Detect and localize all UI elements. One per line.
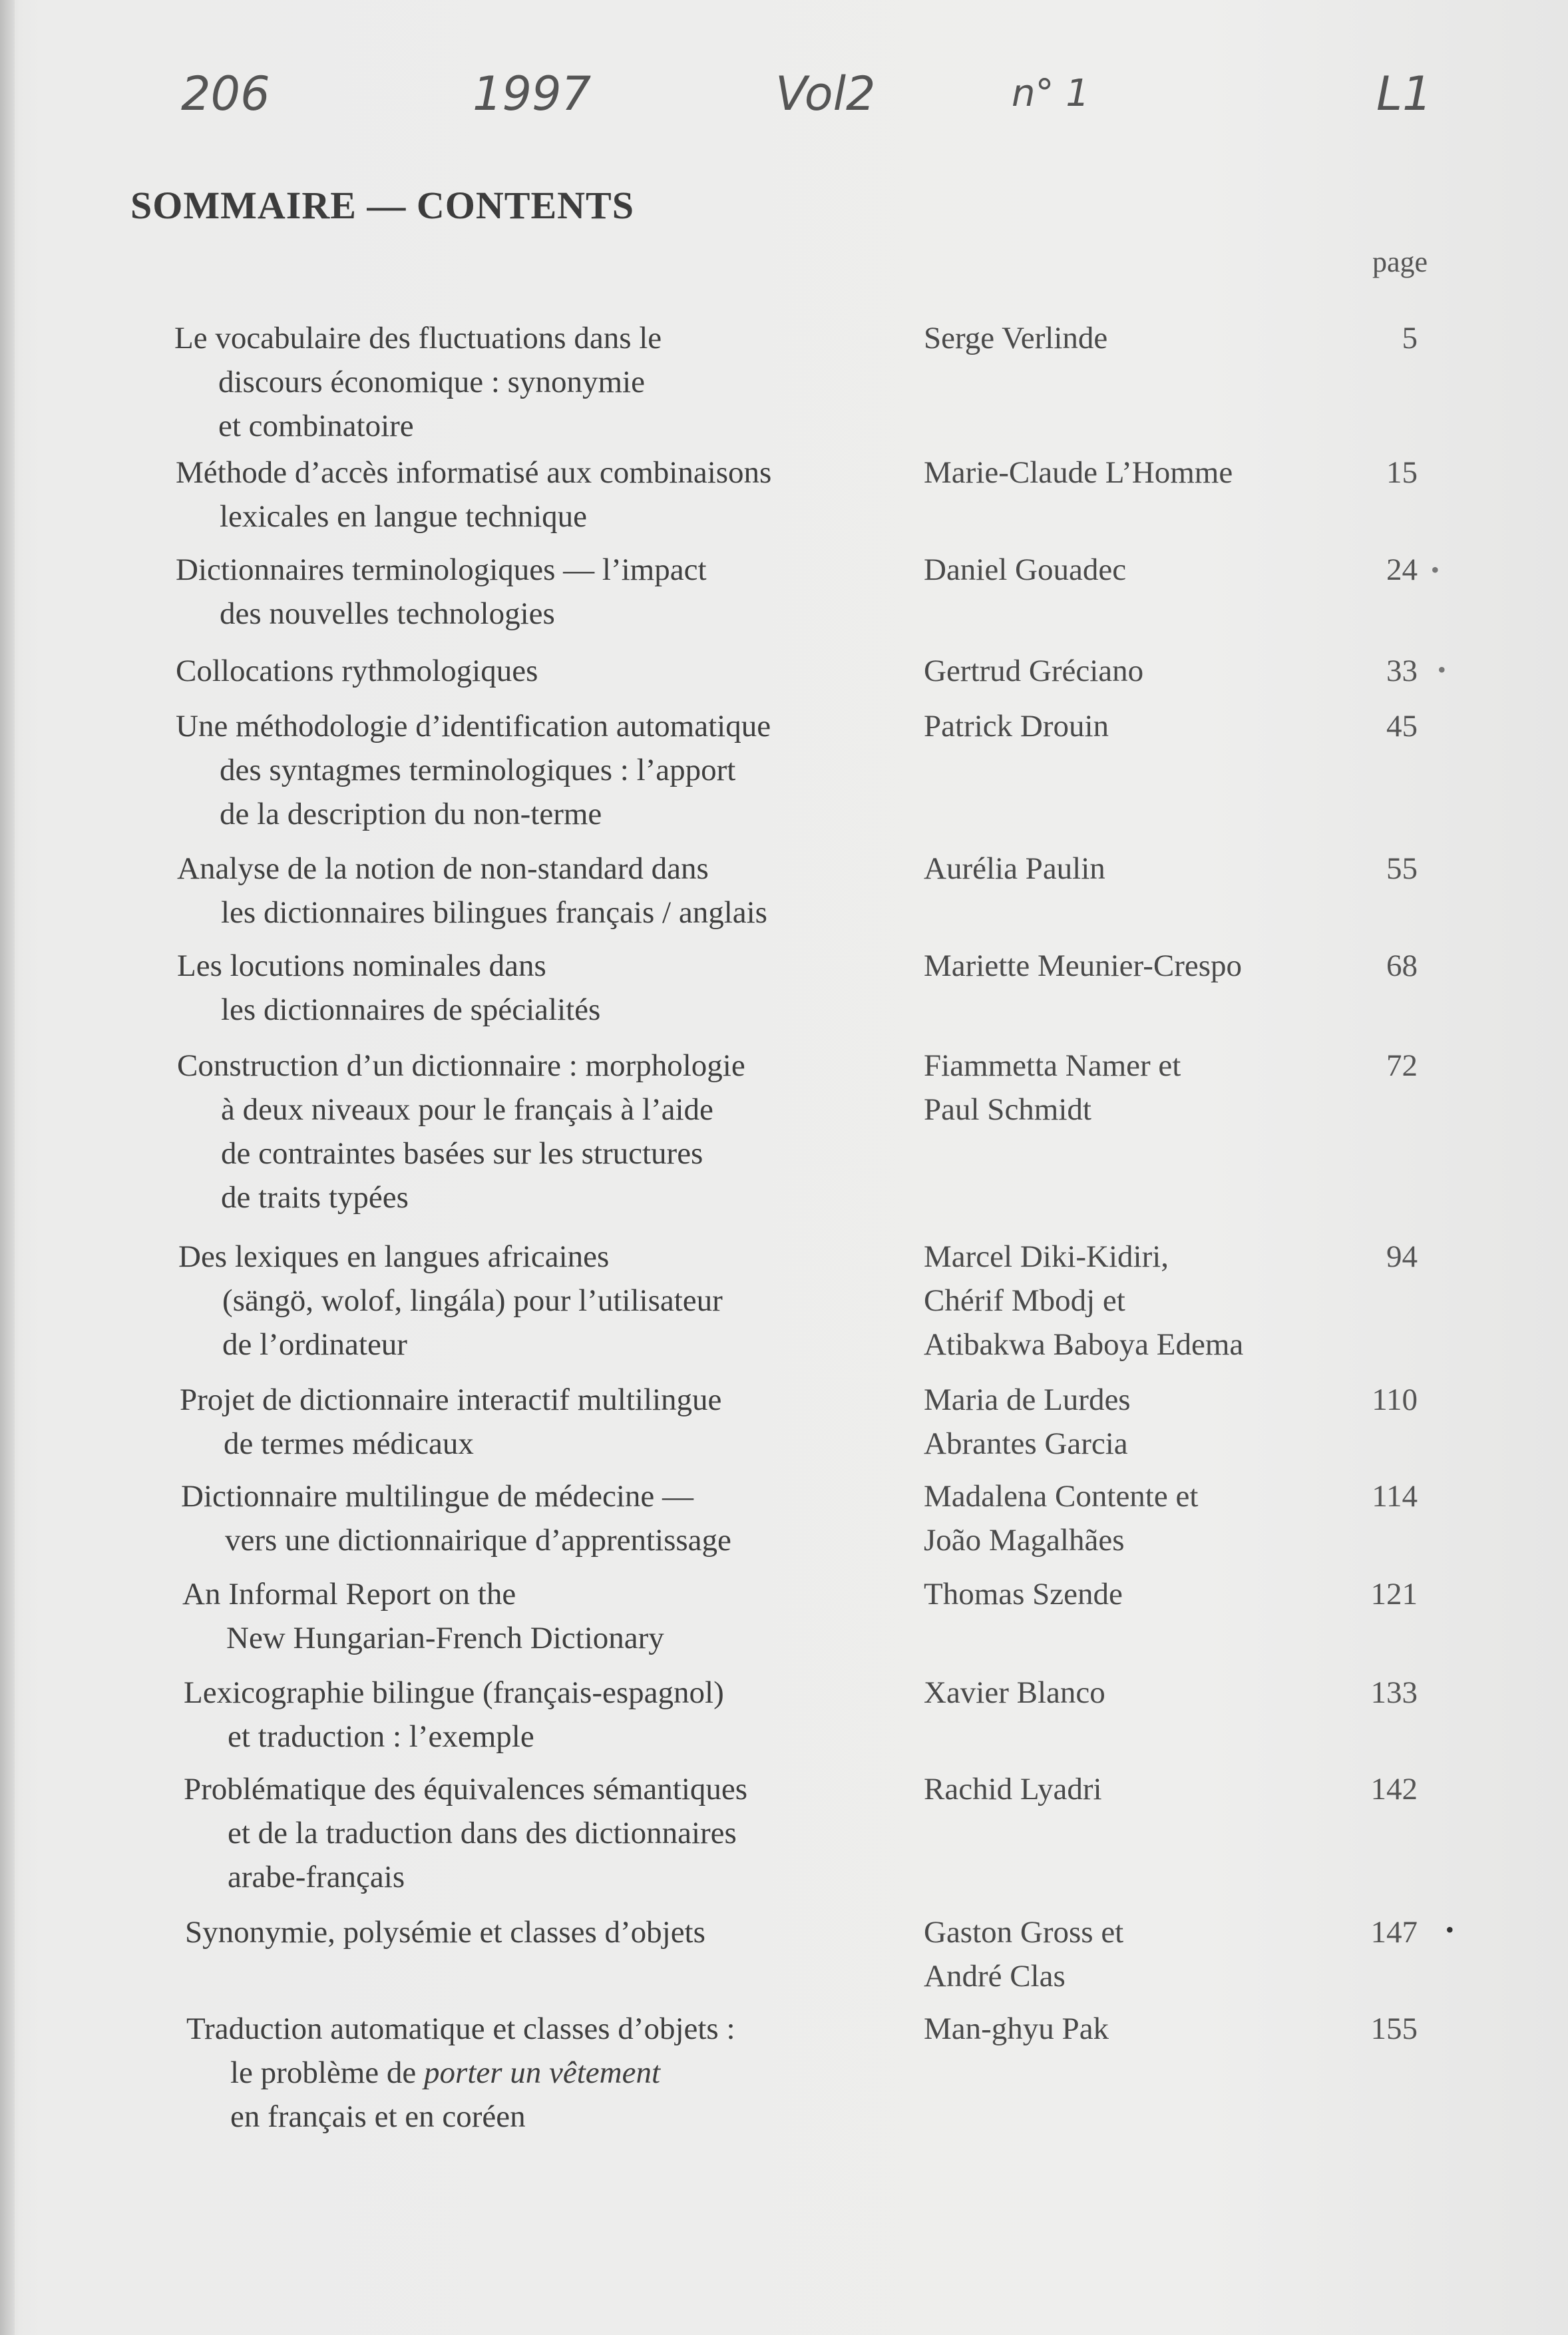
- handwritten-code: L1: [1376, 67, 1432, 121]
- toc-entry-page: 142: [1370, 1772, 1418, 1806]
- toc-entry-page: 147: [1370, 1915, 1418, 1950]
- title-line-italic: le problème de porter un vêtement: [230, 2055, 661, 2090]
- toc-entry-page: 15: [1386, 455, 1418, 490]
- toc-entry-author: Gertrud Gréciano: [924, 654, 1144, 688]
- title-line: les dictionnaires de spécialités: [221, 992, 601, 1027]
- margin-dot-mark: •: [1446, 1916, 1454, 1943]
- title-line: de termes médicaux: [224, 1426, 474, 1461]
- title-line: Projet de dictionnaire interactif multilingue: [180, 1382, 722, 1417]
- title-line: Traduction automatique et classes d’objets :: [186, 2012, 735, 2046]
- toc-entry-title: [176, 649, 538, 693]
- title-line: Méthode d’accès informatisé aux combinaisons: [176, 455, 772, 490]
- toc-entry-author: [924, 1378, 1131, 1466]
- title-line: de la description du non-terme: [220, 797, 602, 831]
- handwritten-year: 1997: [473, 67, 592, 121]
- toc-entry-page: 155: [1370, 2012, 1418, 2046]
- author-line: Maria de Lurdes: [924, 1382, 1131, 1417]
- margin-dot-mark: •: [1431, 556, 1440, 583]
- toc-entry-author: Marie-Claude L’Homme: [924, 455, 1233, 490]
- title-line: Problématique des équivalences sémantiques: [184, 1772, 748, 1806]
- title-line: et combinatoire: [218, 409, 414, 443]
- toc-entry-title: [176, 451, 771, 538]
- handwritten-issue: n° 1: [1012, 72, 1089, 115]
- toc-entry-title: [181, 1474, 731, 1562]
- toc-entry-author: [924, 1044, 1181, 1132]
- toc-entry-title: [185, 1910, 705, 1954]
- title-line: An Informal Report on the: [182, 1577, 516, 1611]
- toc-entry-page: 5: [1402, 321, 1418, 355]
- page-column-label: page: [1372, 246, 1428, 278]
- toc-entry-title: [184, 1767, 747, 1899]
- toc-entry-author: Daniel Gouadec: [924, 552, 1127, 587]
- title-line: les dictionnaires bilingues français / anglais: [221, 895, 767, 930]
- handwritten-number: 206: [181, 67, 270, 121]
- toc-entry-author: Man-ghyu Pak: [924, 2012, 1109, 2046]
- title-line: à deux niveaux pour le français à l’aide: [221, 1092, 713, 1127]
- title-line: des syntagmes terminologiques : l’apport: [220, 753, 736, 787]
- toc-entry-title: [174, 316, 662, 448]
- title-line: de l’ordinateur: [222, 1327, 407, 1362]
- title-line: Une méthodologie d’identification automatique: [176, 709, 771, 743]
- title-line: et de la traduction dans des dictionnaires: [228, 1816, 737, 1850]
- toc-entry-page: 133: [1370, 1675, 1418, 1710]
- toc-entry-author: Xavier Blanco: [924, 1675, 1105, 1710]
- toc-entry-title: [177, 1044, 745, 1219]
- toc-entry-author: [924, 1474, 1198, 1562]
- toc-entry-page: 68: [1386, 949, 1418, 983]
- toc-entry-page: 55: [1386, 851, 1418, 886]
- toc-entry-title: [178, 1235, 723, 1367]
- toc-entry-author: Aurélia Paulin: [924, 851, 1105, 886]
- author-line: Atibakwa Baboya Edema: [924, 1327, 1244, 1362]
- toc-entry-author: Rachid Lyadri: [924, 1772, 1102, 1806]
- title-line: Le vocabulaire des fluctuations dans le: [174, 321, 662, 355]
- page-title: SOMMAIRE — CONTENTS: [130, 184, 634, 227]
- page-edge-shadow: [0, 0, 15, 2335]
- toc-entry-title: [180, 1378, 721, 1466]
- title-line: Analyse de la notion de non-standard dans: [177, 851, 709, 886]
- handwritten-volume: Vol2: [775, 67, 876, 121]
- title-line: lexicales en langue technique: [220, 499, 587, 534]
- toc-entry-title: [177, 944, 600, 1032]
- author-line: Marcel Diki-Kidiri,: [924, 1239, 1169, 1274]
- title-line: discours économique : synonymie: [218, 365, 645, 399]
- toc-entry-page: 114: [1372, 1479, 1418, 1514]
- title-line: arabe-français: [228, 1860, 405, 1894]
- title-line: Construction d’un dictionnaire : morphologie: [177, 1048, 745, 1083]
- title-line: en français et en coréen: [230, 2099, 526, 2134]
- title-line: de contraintes basées sur les structures: [221, 1136, 703, 1171]
- title-line: vers une dictionnairique d’apprentissage: [225, 1523, 731, 1558]
- author-line: André Clas: [924, 1959, 1066, 1994]
- toc-entry-title: [176, 548, 707, 636]
- margin-dot-mark: •: [1438, 656, 1446, 683]
- toc-entry-title: [182, 1572, 664, 1660]
- author-line: Abrantes Garcia: [924, 1426, 1128, 1461]
- toc-entry-page: 45: [1386, 709, 1418, 743]
- author-line: Gaston Gross et: [924, 1915, 1124, 1950]
- title-line: New Hungarian-French Dictionary: [226, 1621, 664, 1655]
- title-line: Collocations rythmologiques: [176, 654, 538, 688]
- toc-entry-author: Thomas Szende: [924, 1577, 1123, 1611]
- author-line: Madalena Contente et: [924, 1479, 1199, 1514]
- author-line: Chérif Mbodj et: [924, 1283, 1125, 1318]
- toc-entry-title: [177, 847, 767, 935]
- toc-entry-page: 94: [1386, 1239, 1418, 1274]
- toc-entry-page: 110: [1372, 1382, 1418, 1417]
- toc-entry-author: Mariette Meunier-Crespo: [924, 949, 1243, 983]
- author-line: Paul Schmidt: [924, 1092, 1091, 1127]
- toc-entry-author: Serge Verlinde: [924, 321, 1108, 355]
- title-line: Synonymie, polysémie et classes d’objets: [185, 1915, 705, 1950]
- title-line: Des lexiques en langues africaines: [178, 1239, 610, 1274]
- title-line: Dictionnaires terminologiques — l’impact: [176, 552, 707, 587]
- toc-entry-title: [176, 704, 771, 836]
- toc-entry-title: [186, 2007, 735, 2139]
- title-line: Dictionnaire multilingue de médecine —: [181, 1479, 694, 1514]
- author-line: Fiammetta Namer et: [924, 1048, 1181, 1083]
- toc-entry-page: 24: [1386, 552, 1418, 587]
- author-line: João Magalhães: [924, 1523, 1125, 1558]
- title-line: des nouvelles technologies: [220, 596, 555, 631]
- toc-entry-author: [924, 1235, 1243, 1367]
- title-line: (sängö, wolof, lingála) pour l’utilisateur: [222, 1283, 723, 1318]
- toc-entry-page: 121: [1370, 1577, 1418, 1611]
- title-line: Les locutions nominales dans: [177, 949, 546, 983]
- toc-entry-page: 33: [1386, 654, 1418, 688]
- toc-entry-author: [924, 1910, 1123, 1998]
- toc-entry-title: [184, 1671, 724, 1759]
- title-line: et traduction : l’exemple: [228, 1719, 534, 1754]
- toc-entry-author: Patrick Drouin: [924, 709, 1109, 743]
- toc-entry-page: 72: [1386, 1048, 1418, 1083]
- italic-phrase: porter un vêtement: [424, 2055, 661, 2090]
- title-line: Lexicographie bilingue (français-espagnol): [184, 1675, 724, 1710]
- title-line: de traits typées: [221, 1180, 409, 1215]
